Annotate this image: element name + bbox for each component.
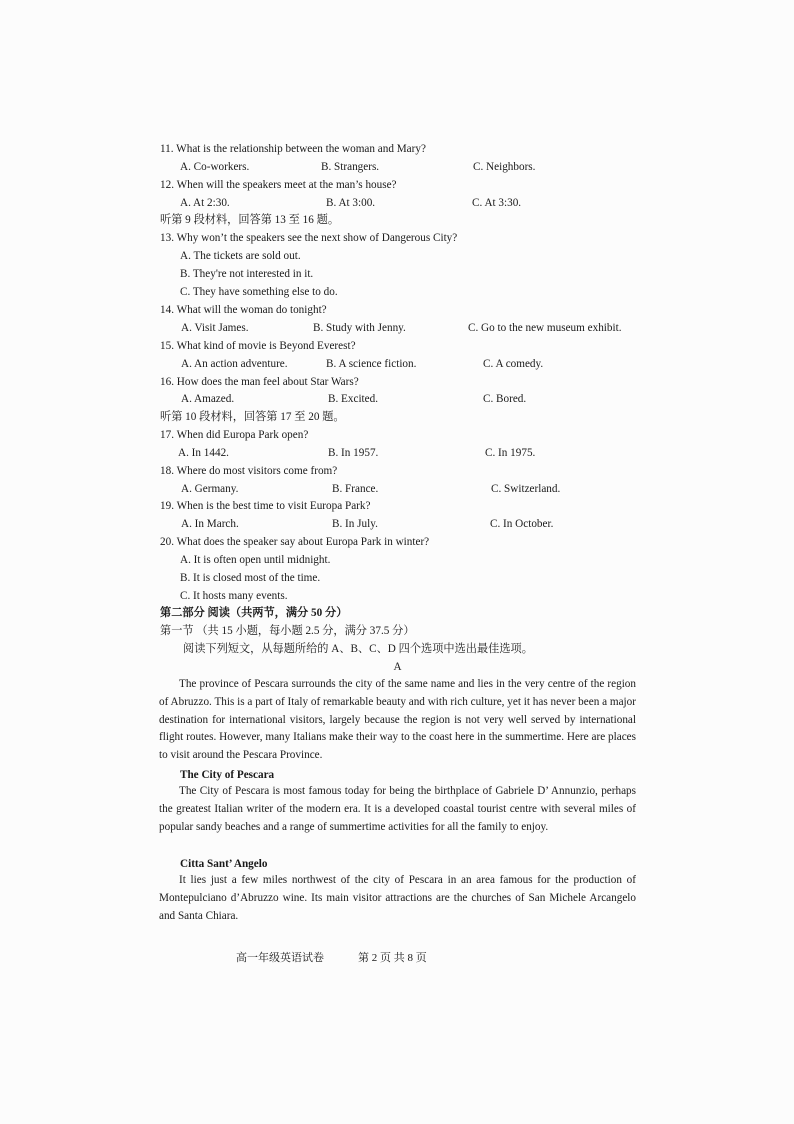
q12-option-c: C. At 3:30. [472, 197, 522, 209]
q15-option-b: B. A science fiction. [326, 358, 417, 370]
q18-option-c: C. Switzerland. [491, 483, 561, 495]
q20-option-b: B. It is closed most of the time. [180, 572, 321, 584]
q19-option-c: C. In October. [490, 518, 554, 530]
question-16: 16. How does the man feel about Star Wars? [160, 376, 359, 388]
question-11: 11. What is the relationship between the woman and Mary? [160, 143, 426, 155]
q13-option-b: B. They're not interested in it. [180, 268, 314, 280]
q20-option-a: A. It is often open until midnight. [180, 554, 331, 566]
q14-option-c: C. Go to the new museum exhibit. [468, 322, 622, 334]
reading-instruction: 阅读下列短文，从每题所给的 A、B、C、D 四个选项中选出最佳选项。 [183, 643, 533, 655]
q16-option-a: A. Amazed. [181, 393, 235, 405]
q13-option-c: C. They have something else to do. [180, 286, 338, 298]
passage-paragraph-1: The province of Pescara surrounds the city of the same name and lies in the very centre of the region of Abruzzo. This is a part of Italy of remarkable beauty and with rich culture, yet it has never been a major destination for international visitors, largely because the region is not very well served by international flight routes. However, many Italians make their way to the coast here in the summertime. Here are places to visit around the Pescara Province. [159, 678, 636, 762]
question-13: 13. Why won’t the speakers see the next show of Dangerous City? [160, 232, 458, 244]
q18-option-a: A. Germany. [181, 483, 239, 495]
q13-option-a: A. The tickets are sold out. [180, 250, 301, 262]
question-19: 19. When is the best time to visit Europa Park? [160, 500, 371, 512]
q16-option-b: B. Excited. [328, 393, 379, 405]
q20-option-c: C. It hosts many events. [180, 590, 288, 602]
footer-page-number: 第 2 页 共 8 页 [358, 952, 427, 964]
question-14: 14. What will the woman do tonight? [160, 304, 327, 316]
instruction-section-9: 听第 9 段材料，回答第 13 至 16 题。 [160, 214, 340, 226]
q17-option-c: C. In 1975. [485, 447, 536, 459]
q17-option-a: A. In 1442. [178, 447, 229, 459]
q19-option-b: B. In July. [332, 518, 378, 530]
part2-title: 第二部分 阅读（共两节，满分 50 分） [160, 607, 348, 619]
q15-option-a: A. An action adventure. [181, 358, 288, 370]
question-20: 20. What does the speaker say about Europa Park in winter? [160, 536, 430, 548]
q19-option-a: A. In March. [181, 518, 239, 530]
question-12: 12. When will the speakers meet at the man’s house? [160, 179, 397, 191]
q16-option-c: C. Bored. [483, 393, 527, 405]
passage-paragraph-3: It lies just a few miles northwest of the city of Pescara in an area famous for the production of Montepulciano d’Abruzzo wine. Its main visitor attractions are the churches of San Michele Arcangelo and Santa Chiara. [159, 874, 636, 922]
section1-title: 第一节 （共 15 小题，每小题 2.5 分，满分 37.5 分） [160, 625, 415, 637]
passage-label: A [393, 661, 402, 673]
q11-option-a: A. Co-workers. [180, 161, 250, 173]
q14-option-b: B. Study with Jenny. [313, 322, 406, 334]
passage-paragraph-2: The City of Pescara is most famous today for being the birthplace of Gabriele D’ Annunzio, perhaps the greatest Italian writer of the modern era. It is a developed coastal tourist centre with several miles of popular sandy beaches and a range of summertime activities for all the family to enjoy. [159, 785, 636, 833]
q17-option-b: B. In 1957. [328, 447, 379, 459]
question-17: 17. When did Europa Park open? [160, 429, 309, 441]
q11-option-c: C. Neighbors. [473, 161, 536, 173]
q11-option-b: B. Strangers. [321, 161, 380, 173]
question-18: 18. Where do most visitors come from? [160, 465, 338, 477]
instruction-section-10: 听第 10 段材料，回答第 17 至 20 题。 [160, 411, 345, 423]
q15-option-c: C. A comedy. [483, 358, 544, 370]
footer-exam-title: 高一年级英语试卷 [236, 952, 324, 964]
q14-option-a: A. Visit James. [181, 322, 249, 334]
q18-option-b: B. France. [332, 483, 379, 495]
q12-option-b: B. At 3:00. [326, 197, 376, 209]
passage-heading-1: The City of Pescara [180, 769, 275, 781]
passage-heading-2: Citta Sant’ Angelo [180, 858, 268, 870]
q12-option-a: A. At 2:30. [180, 197, 230, 209]
question-15: 15. What kind of movie is Beyond Everest? [160, 340, 356, 352]
